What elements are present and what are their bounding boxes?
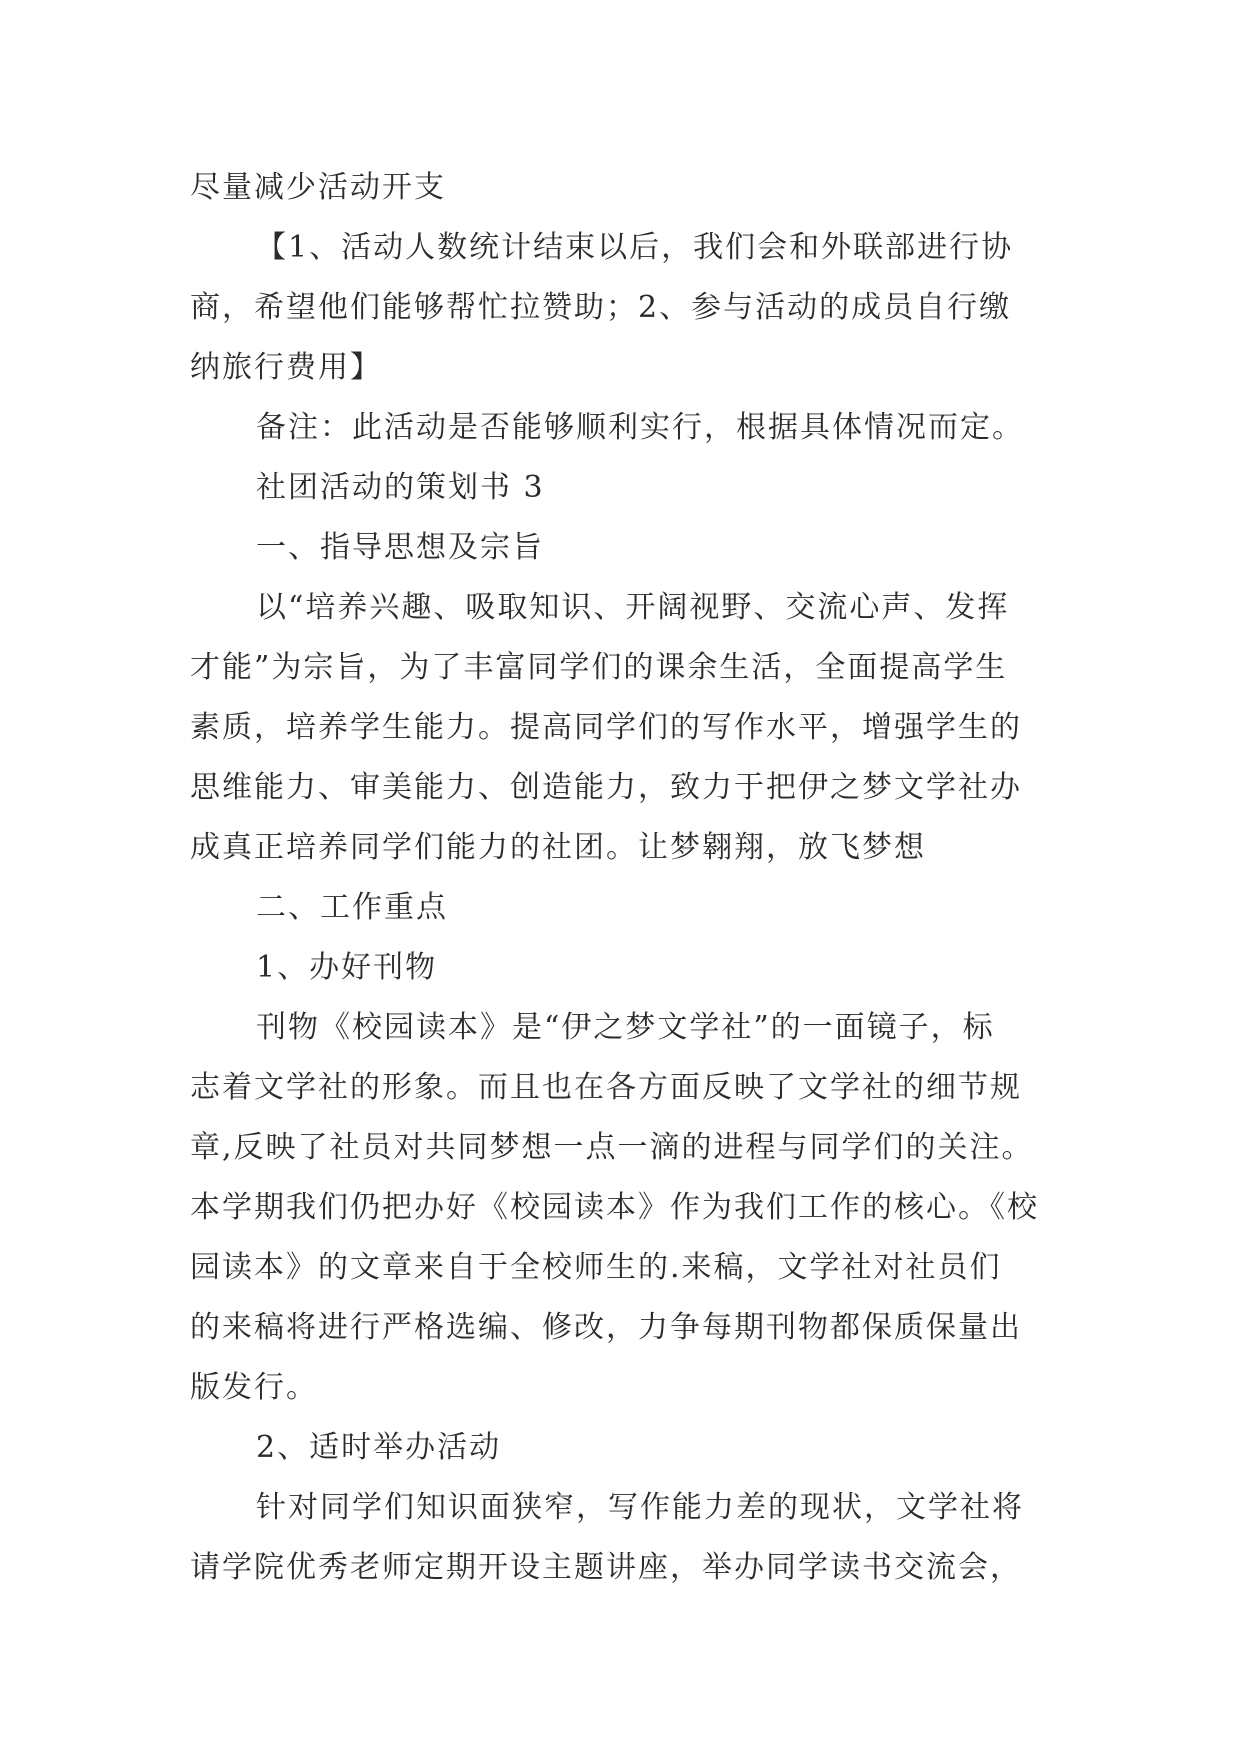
text-line: 素质，培养学生能力。提高同学们的写作水平，增强学生的 bbox=[190, 710, 1022, 745]
text-line: 二、工作重点 bbox=[256, 890, 448, 925]
text-line: 的来稿将进行严格选编、修改，力争每期刊物都保质保量出 bbox=[190, 1310, 1022, 1345]
text-line: 一、指导思想及宗旨 bbox=[256, 530, 544, 565]
paragraph-p3 bbox=[190, 398, 1060, 458]
text-line: 纳旅行费用】 bbox=[190, 350, 382, 385]
paragraph-p11 bbox=[190, 1478, 1060, 1598]
text-line: 志着文学社的形象。而且也在各方面反映了文学社的细节规 bbox=[190, 1070, 1022, 1105]
document-body bbox=[190, 158, 1060, 1598]
text-line: 才能”为宗旨，为了丰富同学们的课余生活，全面提高学生 bbox=[190, 650, 1008, 685]
text-line: 社团活动的策划书 3 bbox=[256, 470, 545, 505]
text-line: 商，希望他们能够帮忙拉赞助；2、参与活动的成员自行缴 bbox=[190, 290, 1012, 325]
paragraph-p1 bbox=[190, 158, 1060, 218]
text-line: 针对同学们知识面狭窄，写作能力差的现状，文学社将 bbox=[256, 1490, 1024, 1525]
text-line: 章,反映了社员对共同梦想一点一滴的进程与同学们的关注。 bbox=[190, 1130, 1034, 1165]
text-line: 本学期我们仍把办好《校园读本》作为我们工作的核心。《校 bbox=[190, 1190, 1039, 1225]
text-line: 【1、活动人数统计结束以后，我们会和外联部进行协 bbox=[256, 230, 1014, 265]
paragraph-p9 bbox=[190, 998, 1060, 1418]
text-line: 尽量减少活动开支 bbox=[190, 170, 446, 205]
paragraph-p2 bbox=[190, 218, 1060, 398]
paragraph-p6 bbox=[190, 578, 1060, 878]
text-line: 思维能力、审美能力、创造能力，致力于把伊之梦文学社办 bbox=[190, 770, 1022, 805]
text-line: 版发行。 bbox=[190, 1370, 318, 1405]
text-line: 1、办好刊物 bbox=[256, 950, 438, 985]
text-line: 请学院优秀老师定期开设主题讲座，举办同学读书交流会， bbox=[190, 1550, 1022, 1585]
paragraph-p8 bbox=[190, 938, 1060, 998]
paragraph-p4 bbox=[190, 458, 1060, 518]
text-line: 以“培养兴趣、吸取知识、开阔视野、交流心声、发挥 bbox=[256, 590, 1010, 625]
text-line: 备注：此活动是否能够顺利实行，根据具体情况而定。 bbox=[256, 410, 1024, 445]
paragraph-p7 bbox=[190, 878, 1060, 938]
text-line: 2、适时举办活动 bbox=[256, 1430, 502, 1465]
text-line: 成真正培养同学们能力的社团。让梦翱翔，放飞梦想 bbox=[190, 830, 926, 865]
paragraph-p10 bbox=[190, 1418, 1060, 1478]
text-line: 园读本》的文章来自于全校师生的.来稿，文学社对社员们 bbox=[190, 1250, 1002, 1285]
text-line: 刊物《校园读本》是“伊之梦文学社”的一面镜子，标 bbox=[256, 1010, 995, 1045]
paragraph-p5 bbox=[190, 518, 1060, 578]
